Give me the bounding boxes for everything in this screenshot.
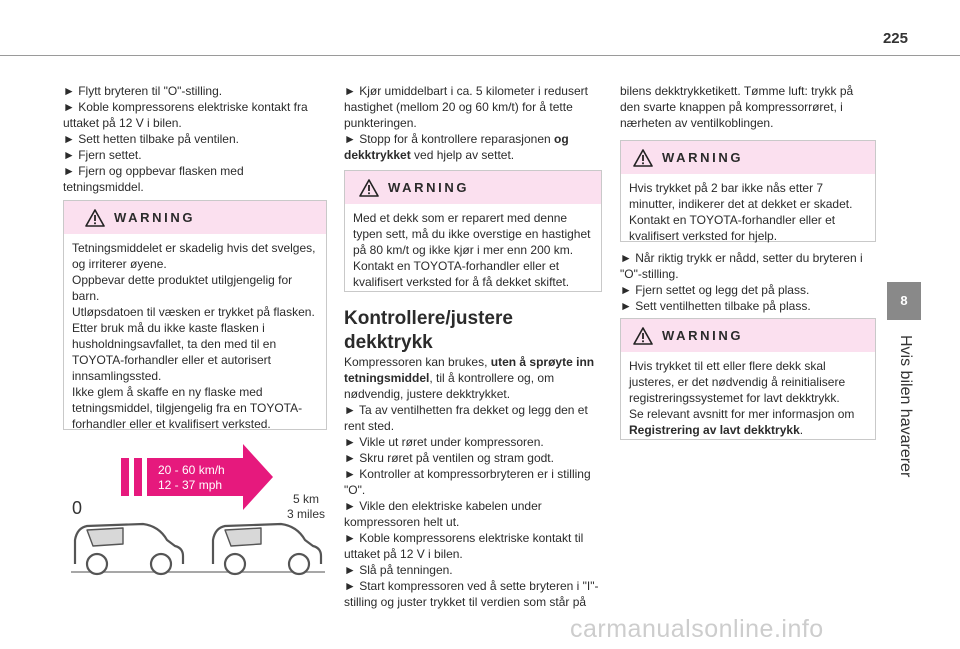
warning-ref-bold: Registrering av lavt dekktrykk xyxy=(629,423,800,437)
warning-body xyxy=(621,174,875,252)
warning-header xyxy=(64,201,326,234)
distance-label xyxy=(281,492,331,522)
speed-label xyxy=(158,463,238,493)
section-step: ► Vikle ut røret under kompressoren. xyxy=(344,435,544,449)
col1-step: ► Fjern settet. xyxy=(63,148,142,162)
start-distance-label: 0 xyxy=(72,498,83,518)
warning-triangle-icon xyxy=(85,209,105,227)
page-number: 225 xyxy=(882,30,908,47)
chapter-side-title-text: Hvis bilen havarerer xyxy=(897,335,914,478)
section-step: ► Skru røret på ventilen og stram godt. xyxy=(344,451,554,465)
chapter-tab-number: 8 xyxy=(887,282,921,320)
section-step: ► Vikle den elektriske kabelen under kompressoren helt ut. xyxy=(344,499,542,529)
speed-kmh: 20 - 60 km/h xyxy=(158,463,225,477)
warning-body xyxy=(621,352,875,446)
col3-step: ► Når riktig trykk er nådd, setter du bryteren i "O"-stilling. xyxy=(620,251,863,281)
car-start-icon xyxy=(75,524,183,574)
warning-title: WARNING xyxy=(388,180,470,195)
speed-mph: 12 - 37 mph xyxy=(158,478,223,492)
col3-warning-box-1 xyxy=(620,140,876,242)
col3-intro-text: bilens dekktrykketikett. Tømme luft: trykk på den svarte knappen på kompressorrøret, i nærheten av ventilkoblingen. xyxy=(620,84,854,130)
col1-step: ► Flytt bryteren til "O"-stilling. xyxy=(63,84,223,98)
warning-header xyxy=(621,319,875,352)
warning-line: Ikke glem å skaffe en ny flaske med tetningsmiddel, tilgjengelig fra en TOYOTA-forhandler eller et kvalifisert verksted. xyxy=(72,385,303,431)
warning-text: Hvis trykket til ett eller flere dekk skal justeres, er det nødvendig å reinitialisere registreringssystemet for lavt dekktrykk. xyxy=(629,359,846,405)
warning-header xyxy=(621,141,875,174)
warning-text-ref xyxy=(629,406,867,438)
warning-line: Utløpsdatoen til væsken er trykket på flasken. xyxy=(72,305,315,319)
header-divider xyxy=(0,55,960,56)
speed-distance-illustration xyxy=(63,440,333,580)
col2-instructions xyxy=(344,83,602,163)
distance-km: 5 km xyxy=(292,492,319,506)
col3-step: ► Fjern settet og legg det på plass. xyxy=(620,283,810,297)
section-step: ► Slå på tenningen. xyxy=(344,563,453,577)
col1-step: ► Koble kompressorens elektriske kontakt fra uttaket på 12 V i bilen. xyxy=(63,100,308,130)
section-heading-wrap xyxy=(344,307,602,355)
watermark: carmanualsonline.info xyxy=(570,615,824,643)
section-step: ► Koble kompressorens elektriske kontakt til uttaket på 12 V i bilen. xyxy=(344,531,584,561)
chapter-side-title xyxy=(882,335,922,595)
warning-triangle-icon xyxy=(633,327,653,345)
car-end-icon xyxy=(213,524,321,574)
section-step: ► Kontroller at kompressorbryteren er i stilling "O". xyxy=(344,467,591,497)
col2-warning-box xyxy=(344,170,602,292)
col2-step xyxy=(344,131,602,163)
col2-step: ► Kjør umiddelbart i ca. 5 kilometer i redusert hastighet (mellom 20 og 60 km/t) for å tette punkteringen. xyxy=(344,84,588,130)
warning-ref-text: Se relevant avsnitt for mer informasjon om xyxy=(629,407,855,421)
intro-text: Kompressoren kan brukes, xyxy=(344,355,491,369)
distance-miles: 3 miles xyxy=(286,507,325,521)
col1-step: ► Fjern og oppbevar flasken med tetningsmiddel. xyxy=(63,164,244,194)
warning-title: WARNING xyxy=(662,328,744,343)
section-step: ► Ta av ventilhetten fra dekket og legg den et rent sted. xyxy=(344,403,588,433)
warning-triangle-icon xyxy=(633,149,653,167)
col3-intro xyxy=(620,83,876,131)
intro-tail: , til å kontrollere og, om nødvendig, justere dekktrykket. xyxy=(344,371,555,401)
warning-ref-end: . xyxy=(799,423,804,437)
warning-body xyxy=(64,234,326,440)
warning-line: Etter bruk må du ikke kaste flasken i husholdningsavfallet, ta den med til en TOYOTA-forhandler eller et autorisert innsamlingssted. xyxy=(72,321,277,383)
col1-instructions xyxy=(63,83,325,195)
col2-section-body xyxy=(344,354,602,610)
col1-step: ► Sett hetten tilbake på ventilen. xyxy=(63,132,239,146)
section-step: ► Start kompressoren ved å sette bryteren i "I"-stilling og juster trykket til verdien som står på xyxy=(344,579,599,609)
col3-step: ► Sett ventilhetten tilbake på plass. xyxy=(620,299,811,313)
col3-warning-box-2 xyxy=(620,318,876,440)
warning-line: Oppbevar dette produktet utilgjengelig for barn. xyxy=(72,273,293,303)
col2-step-bold: og dekktrykket xyxy=(344,132,569,162)
section-heading: Kontrollere/justere dekktrykk xyxy=(344,308,513,353)
col1-warning-box xyxy=(63,200,327,430)
warning-triangle-icon xyxy=(359,179,379,197)
warning-line: Tetningsmiddelet er skadelig hvis det svelges, og irriterer øyene. xyxy=(72,241,316,271)
col2-step-tail: ved hjelp av settet. xyxy=(410,148,515,162)
warning-title: WARNING xyxy=(114,210,196,225)
col3-steps xyxy=(620,250,876,314)
warning-text: Med et dekk som er reparert med denne typen sett, må du ikke overstige en hastighet på 80 km/t og ikke kjør i mer enn 200 km. Kontakt en TOYOTA-forhandler eller et kvalifisert verksted for å få dekket skiftet. xyxy=(353,211,591,289)
warning-body xyxy=(345,204,601,298)
section-intro xyxy=(344,354,602,402)
col2-step-text: ► Stopp for å kontrollere reparasjonen xyxy=(344,132,554,146)
warning-text: Hvis trykket på 2 bar ikke nås etter 7 minutter, indikerer det at dekket er skadet. Kontakt en TOYOTA-forhandler eller et kvalifisert verksted for hjelp. xyxy=(629,181,853,243)
intro-bold: uten å sprøyte inn tetningsmiddel xyxy=(344,355,595,385)
warning-title: WARNING xyxy=(662,150,744,165)
warning-header xyxy=(345,171,601,204)
